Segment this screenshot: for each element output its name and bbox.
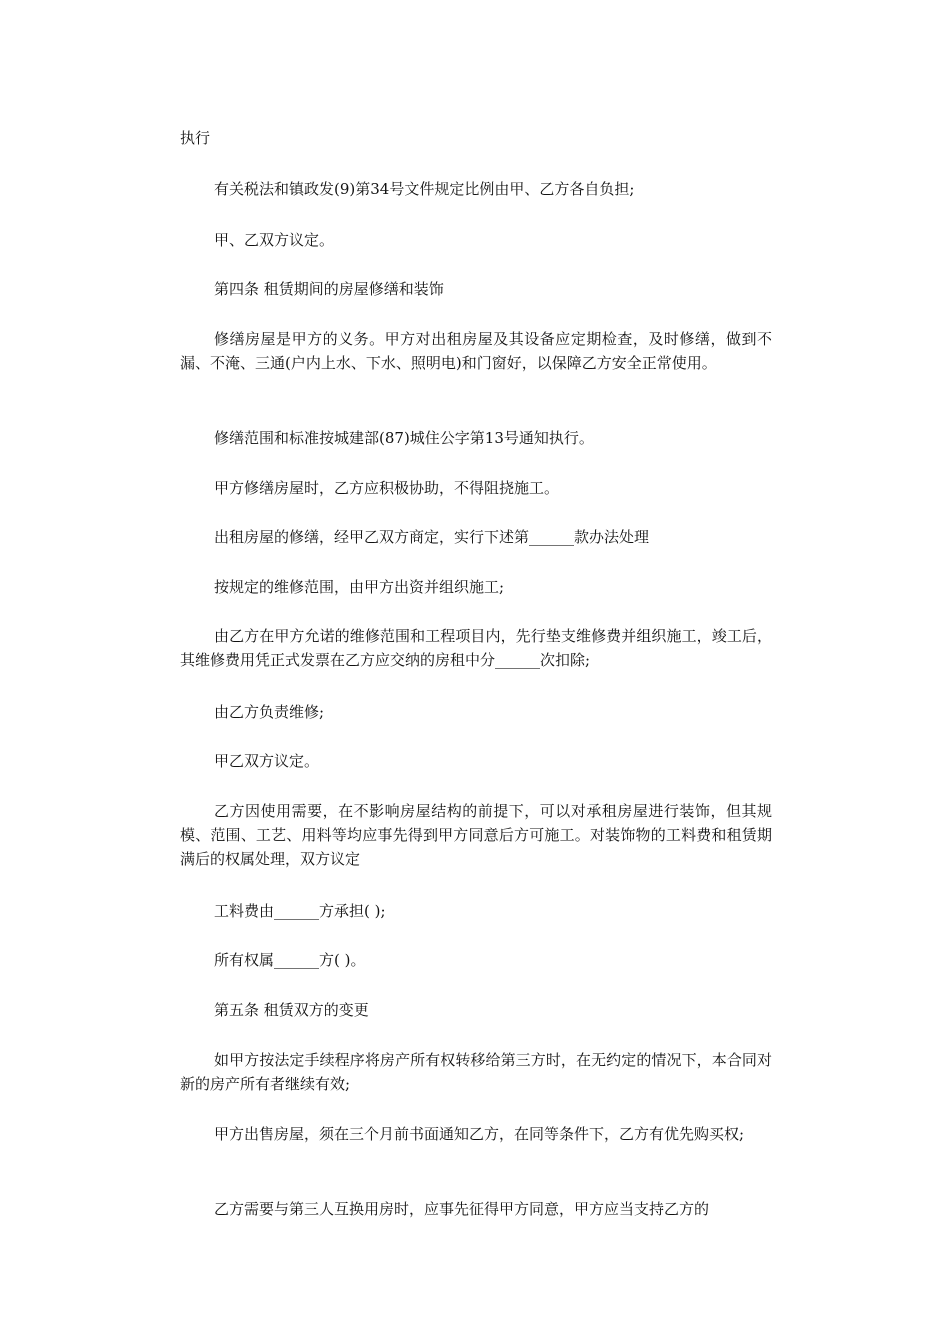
paragraph-repair-duty: 修缮房屋是甲方的义务。甲方对出租房屋及其设备应定期检查，及时修缮，做到不漏、不淹、三通(户内上水、下水、照明电)和门窗好，以保障乙方安全正常使用。 <box>180 330 772 372</box>
paragraph-execute: 执行 <box>180 129 211 147</box>
paragraph-mutual-agreement: 甲、乙双方议定。 <box>214 231 335 249</box>
paragraph-sale-notice: 甲方出售房屋，须在三个月前书面通知乙方，在同等条件下，乙方有优先购买权; <box>214 1125 745 1143</box>
paragraph-repair-cooperation: 甲方修缮房屋时，乙方应积极协助，不得阻挠施工。 <box>214 479 560 497</box>
paragraph-repair-method: 出租房屋的修缮，经甲乙双方商定，实行下述第______款办法处理 <box>214 528 650 546</box>
paragraph-tenant-repair: 由乙方负责维修; <box>214 703 325 721</box>
paragraph-ownership-transfer: 如甲方按法定手续程序将房产所有权转移给第三方时，在无约定的情况下，本合同对新的房产所有者继续有效; <box>180 1051 772 1093</box>
paragraph-landlord-funded: 按规定的维修范围，由甲方出资并组织施工; <box>214 578 505 596</box>
paragraph-tax-burden: 有关税法和镇政发(9)第34号文件规定比例由甲、乙方各自负担; <box>214 180 635 198</box>
paragraph-decoration: 乙方因使用需要，在不影响房屋结构的前提下，可以对承租房屋进行装饰，但其规模、范围、工艺、用料等均应事先得到甲方同意后方可施工。对装饰物的工料费和租赁期满后的权属处理，双方议定 <box>180 802 772 868</box>
paragraph-ownership: 所有权属______方( )。 <box>214 951 366 969</box>
paragraph-housing-exchange: 乙方需要与第三人互换用房时，应事先征得甲方同意，甲方应当支持乙方的 <box>214 1200 710 1218</box>
paragraph-material-cost: 工料费由______方承担( ); <box>214 902 386 920</box>
paragraph-repair-scope: 修缮范围和标准按城建部(87)城住公字第13号通知执行。 <box>214 429 594 447</box>
paragraph-both-agree: 甲乙双方议定。 <box>214 752 320 770</box>
paragraph-tenant-advance: 由乙方在甲方允诺的维修范围和工程项目内，先行垫支维修费并组织施工，竣工后，其维修费用凭正式发票在乙方应交纳的房租中分______次扣除; <box>180 627 772 669</box>
article-5-heading: 第五条 租赁双方的变更 <box>214 1001 369 1019</box>
article-4-heading: 第四条 租赁期间的房屋修缮和装饰 <box>214 280 444 298</box>
